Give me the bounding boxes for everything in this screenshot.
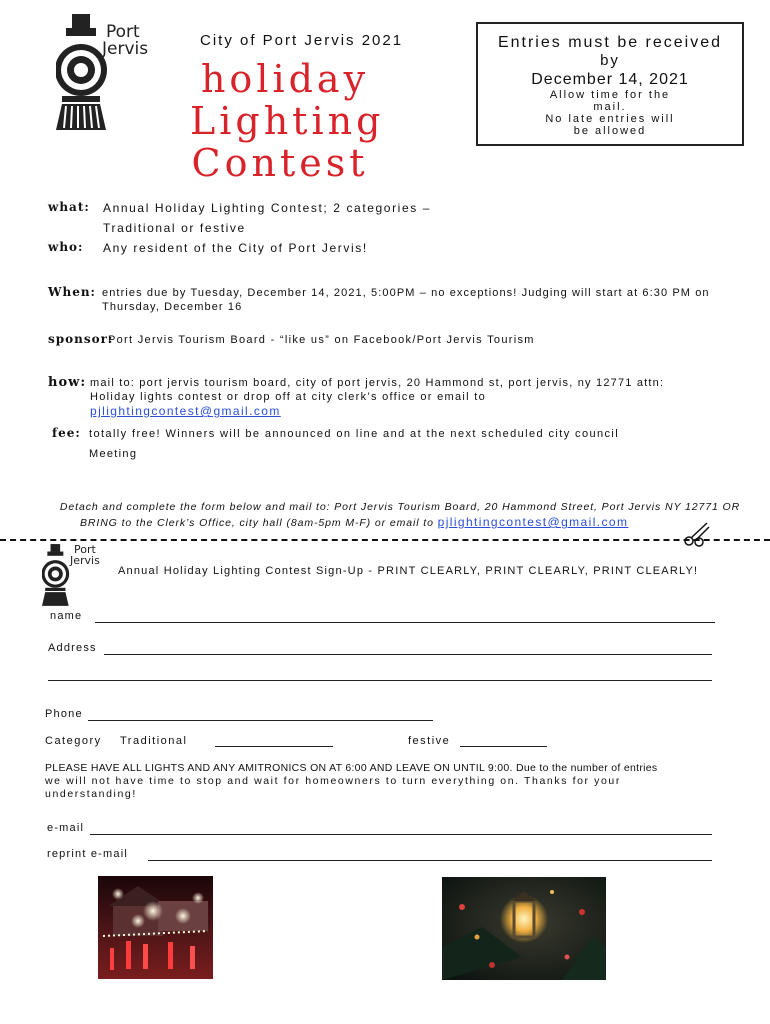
lights-notice-line-2: we will not have time to stop and wait for homeowners to turn everything on. Thanks for your	[45, 775, 621, 787]
deadline-notice-box	[476, 22, 744, 146]
scissors-icon	[683, 521, 713, 547]
lights-notice-line-3: understanding!	[45, 788, 137, 800]
detach-line-1: Detach and complete the form below and mail to: Port Jervis Tourism Board, 20 Hammond Street, Port Jervis NY 12771 OR	[59, 501, 741, 513]
notice-line-7: be allowed	[573, 125, 647, 137]
name-label: name	[50, 610, 83, 622]
fee-label: fee:	[52, 426, 81, 440]
detach-email-link[interactable]: pjlightingcontest@gmail.com	[437, 515, 629, 529]
name-input-line[interactable]	[95, 622, 715, 623]
phone-input-line[interactable]	[88, 720, 433, 721]
category-label: Category	[45, 735, 102, 747]
notice-line-3: December 14, 2021	[531, 71, 689, 88]
reprint-email-input-line[interactable]	[148, 860, 712, 861]
reprint-email-label: reprint e-mail	[47, 848, 128, 860]
when-text-line-1: entries due by Tuesday, December 14, 2021, 5:00PM – no exceptions! Judging will start at 6:30 PM on	[102, 287, 710, 299]
logo-text-jervis: Jervis	[102, 39, 149, 59]
fee-text-line-2: Meeting	[89, 448, 138, 460]
sponsor-label: sponsor:	[48, 332, 114, 346]
address-input-line-2[interactable]	[48, 680, 712, 681]
subtitle: City of Port Jervis 2021	[200, 32, 404, 49]
sponsor-text: Port Jervis Tourism Board - “like us” on Facebook/Port Jervis Tourism	[108, 334, 535, 346]
phone-label: Phone	[45, 708, 83, 720]
who-label: who:	[48, 240, 84, 254]
title-line-3: Contest	[191, 141, 369, 185]
notice-line-5: mail.	[593, 101, 627, 113]
when-text-line-2: Thursday, December 16	[102, 301, 243, 313]
lantern-photo	[442, 877, 606, 980]
detach-line-2: BRING to the Clerk’s Office, city hall (8am-5pm M-F) or email to	[80, 517, 434, 529]
fee-text-line-1: totally free! Winners will be announced on line and at the next scheduled city council	[89, 428, 620, 440]
notice-line-4: Allow time for the	[549, 89, 671, 101]
form-heading: Annual Holiday Lighting Contest Sign-Up - PRINT CLEARLY, PRINT CLEARLY, PRINT CLEARLY!	[118, 565, 699, 577]
title-line-1: holiday	[200, 57, 370, 101]
logo-text-port: Port	[106, 22, 140, 42]
address-input-line-1[interactable]	[104, 654, 712, 655]
contest-email-link[interactable]: pjlightingcontest@gmail.com	[90, 404, 281, 418]
title-line-2: Lighting	[190, 99, 385, 143]
train-icon-small	[42, 542, 74, 608]
festive-label: festive	[408, 735, 451, 747]
festive-input-line[interactable]	[460, 746, 547, 747]
what-text-line-2: Traditional or festive	[103, 221, 246, 235]
form-logo	[42, 542, 122, 612]
notice-line-2: by	[600, 52, 620, 69]
how-label: how:	[48, 375, 87, 390]
port-jervis-logo	[56, 12, 156, 132]
email-label: e-mail	[47, 822, 85, 834]
who-text: Any resident of the City of Port Jervis!	[103, 241, 368, 255]
lights-notice-line-1: PLEASE HAVE ALL LIGHTS AND ANY AMITRONICS ON AT 6:00 AND LEAVE ON UNTIL 9:00. Due to the number of entries	[45, 762, 658, 774]
what-label: what:	[48, 200, 90, 214]
how-text-line-2: Holiday lights contest or drop off at city clerk’s office or email to	[90, 391, 487, 403]
form-logo-text-jervis: Jervis	[70, 554, 100, 567]
address-label: Address	[48, 642, 97, 654]
email-input-line[interactable]	[90, 834, 712, 835]
when-label: When:	[48, 285, 96, 299]
how-text-line-1: mail to: port jervis tourism board, city of port jervis, 20 Hammond st, port jervis, ny 12771 attn:	[90, 377, 665, 389]
traditional-input-line[interactable]	[215, 746, 333, 747]
holiday-house-lights-photo	[98, 876, 213, 979]
what-text-line-1: Annual Holiday Lighting Contest; 2 categories –	[103, 201, 432, 215]
notice-line-1: Entries must be received	[497, 34, 723, 51]
traditional-label: Traditional	[120, 735, 188, 747]
cut-line	[0, 539, 770, 541]
notice-line-6: No late entries will	[545, 113, 675, 125]
form-logo-text-port: Port	[74, 543, 96, 556]
